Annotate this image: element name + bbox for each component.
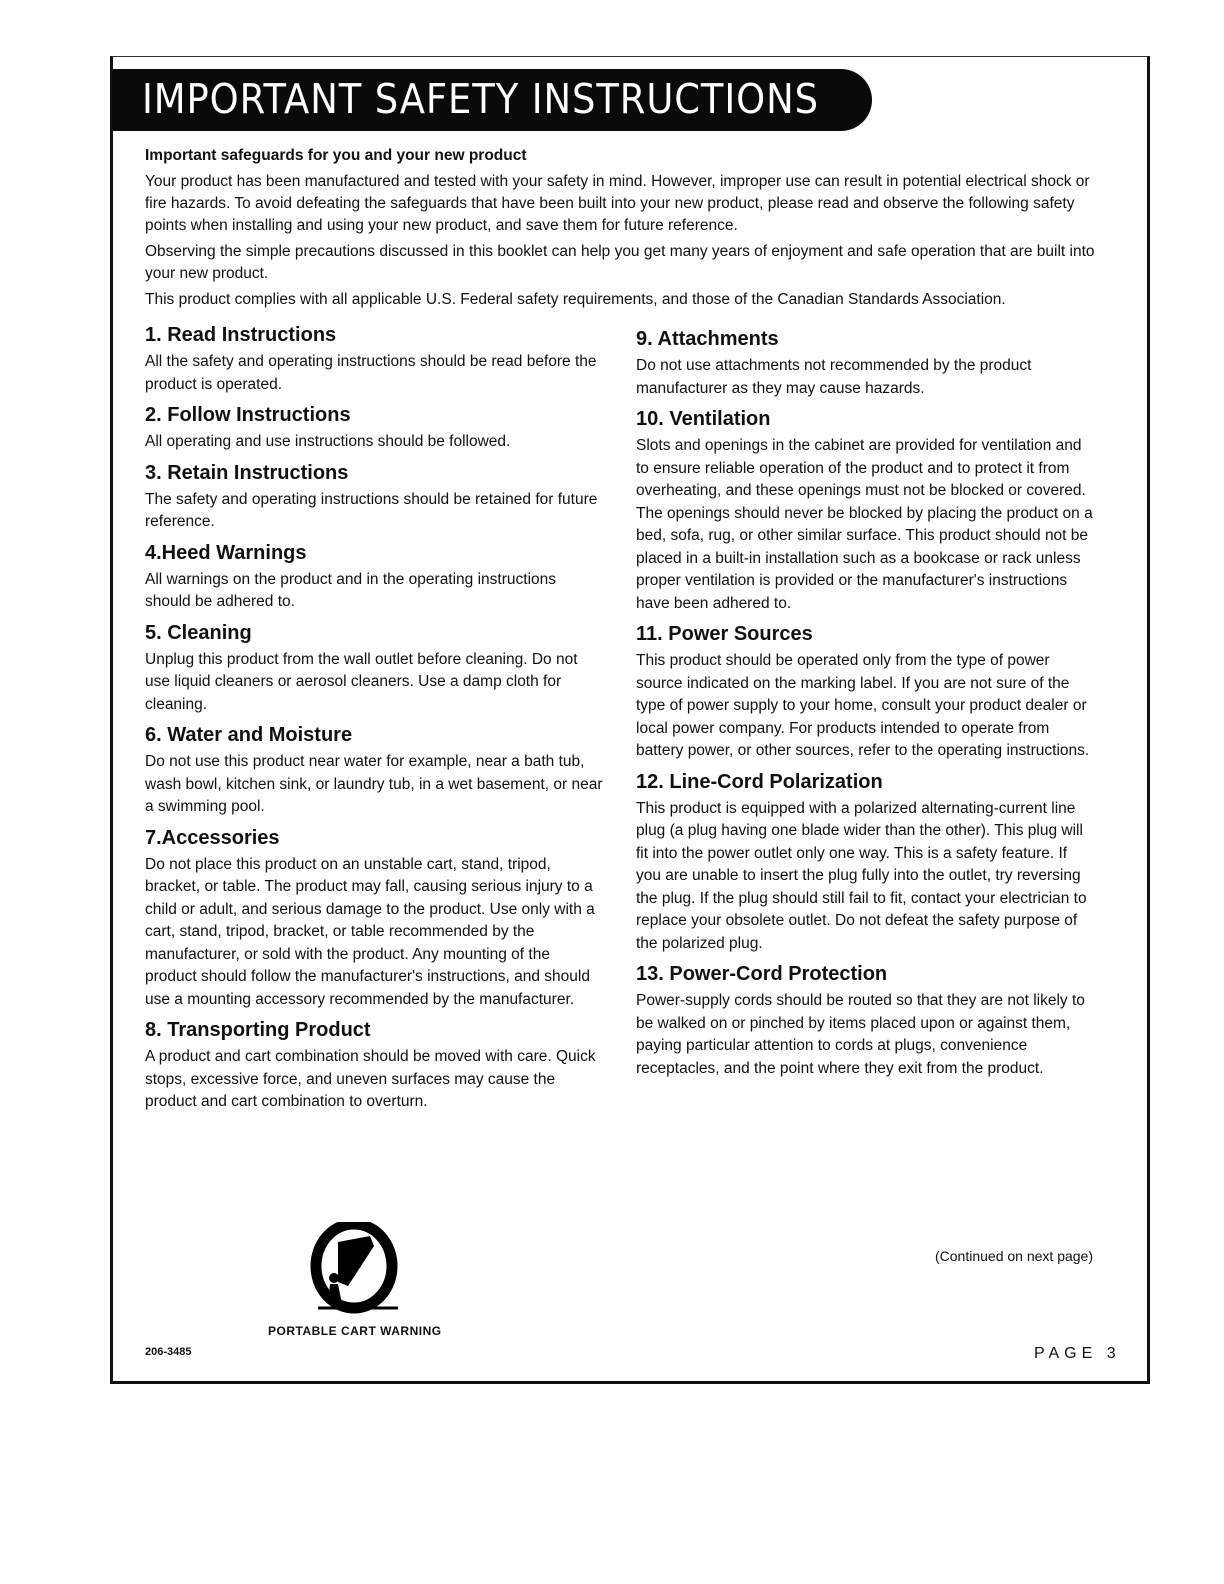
section-title: 9. Attachments [636,328,779,350]
intro-paragraph: Your product has been manufactured and tested with your safety in mind. However, improper use can result in potential electrical shock or fire hazards. To avoid defeating the safeguards that have been built into your new product, please read and observe the following safety points when installing and using your new product, and save them for future reference. [145,173,1090,234]
section-title: 7.Accessories [145,826,280,849]
intro [145,145,1105,315]
section-follow-instructions [145,402,605,454]
section-text: The safety and operating instructions should be retained for future reference. [145,490,598,530]
intro-paragraph: Observing the simple precautions discussed in this booklet can help you get many years of enjoyment and safe operation that are built into your new product. [145,243,1095,282]
section-title: 12. Line-Cord Polarization [636,770,883,793]
section-text: Do not place this product on an unstable cart, stand, tripod, bracket, or table. The product may fall, causing serious injury to a child or adult, and serious damage to the product. Use only with a cart, stand, tripod, bracket, or table recommended by the manufacturer, or sold with the product. Any mounting of the product should follow the manufacturer's instructions, and should use a mounting accessory recommended by the manufacturer. [145,855,595,1008]
section-title: 2. Follow Instructions [145,404,351,426]
section-text: This product should be operated only from the type of power source indicated on the marking label. If you are not sure of the type of power supply to your home, consult your product dealer or local power company. For products intended to operate from battery power, or other sources, refer to the operating instructions. [636,652,1090,759]
section-text: All the safety and operating instructions should be read before the product is operated. [145,353,597,393]
section-title: 6. Water and Moisture [145,724,353,746]
section-water-moisture [145,722,605,819]
section-title: 5. Cleaning [145,621,252,644]
section-text: Unplug this product from the wall outlet before cleaning. Do not use liquid cleaners or aerosol cleaners. Use a damp cloth for cleaning. [145,650,578,713]
right-column [636,326,1096,1086]
section-title: 10. Ventilation [636,408,771,430]
page-number: PAGE 3 [1034,1345,1121,1362]
section-text: All warnings on the product and in the operating instructions should be adhered to. [145,570,556,610]
section-title: 3. Retain Instructions [145,461,349,484]
intro-subtitle: Important safeguards for you and your new product [145,147,527,164]
section-title: 11. Power Sources [636,623,813,645]
section-retain-instructions [145,460,605,534]
portable-cart-warning-icon [308,1222,404,1318]
section-power-sources [636,621,1096,763]
section-title: 1. Read Instructions [145,324,337,346]
document-code: 206-3485 [145,1346,192,1358]
page-title: IMPORTANT SAFETY INSTRUCTIONS [142,75,819,123]
intro-paragraph: This product complies with all applicable U.S. Federal safety requirements, and those of the Canadian Standards Association. [145,291,1006,308]
section-text: Power-supply cords should be routed so that they are not likely to be walked on or pinched by items placed upon or against them, paying particular attention to cords at plugs, convenience receptacles, and the point where they exit from the product. [636,992,1085,1077]
section-text: This product is equipped with a polarized alternating-current line plug (a plug having one blade wider than the other). This plug will fit into the power outlet only one way. This is a safety feature. If you are unable to insert the plug fully into the outlet, try reversing the plug. If the plug should still fail to fit, contact your electrician to replace your obsolete outlet. Do not defeat the safety purpose of the polarized plug. [636,799,1087,952]
section-text: Do not use attachments not recommended by the product manufacturer as they may cause hazards. [636,357,1032,397]
section-heed-warnings [145,540,605,614]
section-title: 8. Transporting Product [145,1019,371,1041]
section-accessories [145,825,605,1012]
cart-warning-label: PORTABLE CART WARNING [268,1324,442,1338]
section-ventilation [636,406,1096,615]
section-title: 4.Heed Warnings [145,541,307,564]
section-power-cord-protection [636,961,1096,1080]
section-transporting [145,1017,605,1114]
section-attachments [636,326,1096,400]
section-text: Do not use this product near water for example, near a bath tub, wash bowl, kitchen sink, or laundry tub, in a wet basement, or near a swimming pool. [145,753,603,815]
section-title: 13. Power-Cord Protection [636,963,888,985]
section-cleaning [145,620,605,717]
section-text: All operating and use instructions should be followed. [145,433,511,450]
section-text: Slots and openings in the cabinet are provided for ventilation and to ensure reliable operation of the product and to protect it from overheating, and these openings must not be blocked or covered. The openings should never be blocked by placing the product on a bed, sofa, rug, or other similar surface. This product should not be placed in a built-in installation such as a bookcase or rack unless proper ventilation is provided or the manufacturer's instructions have been adhered to. [636,437,1093,612]
section-text: A product and cart combination should be moved with care. Quick stops, excessive force, and uneven surfaces may cause the product and cart combination to overturn. [145,1048,596,1110]
title-banner [112,69,872,131]
section-read-instructions [145,322,605,396]
section-line-cord-polarization [636,769,1096,956]
continued-note: (Continued on next page) [935,1248,1093,1264]
left-column [145,322,605,1120]
